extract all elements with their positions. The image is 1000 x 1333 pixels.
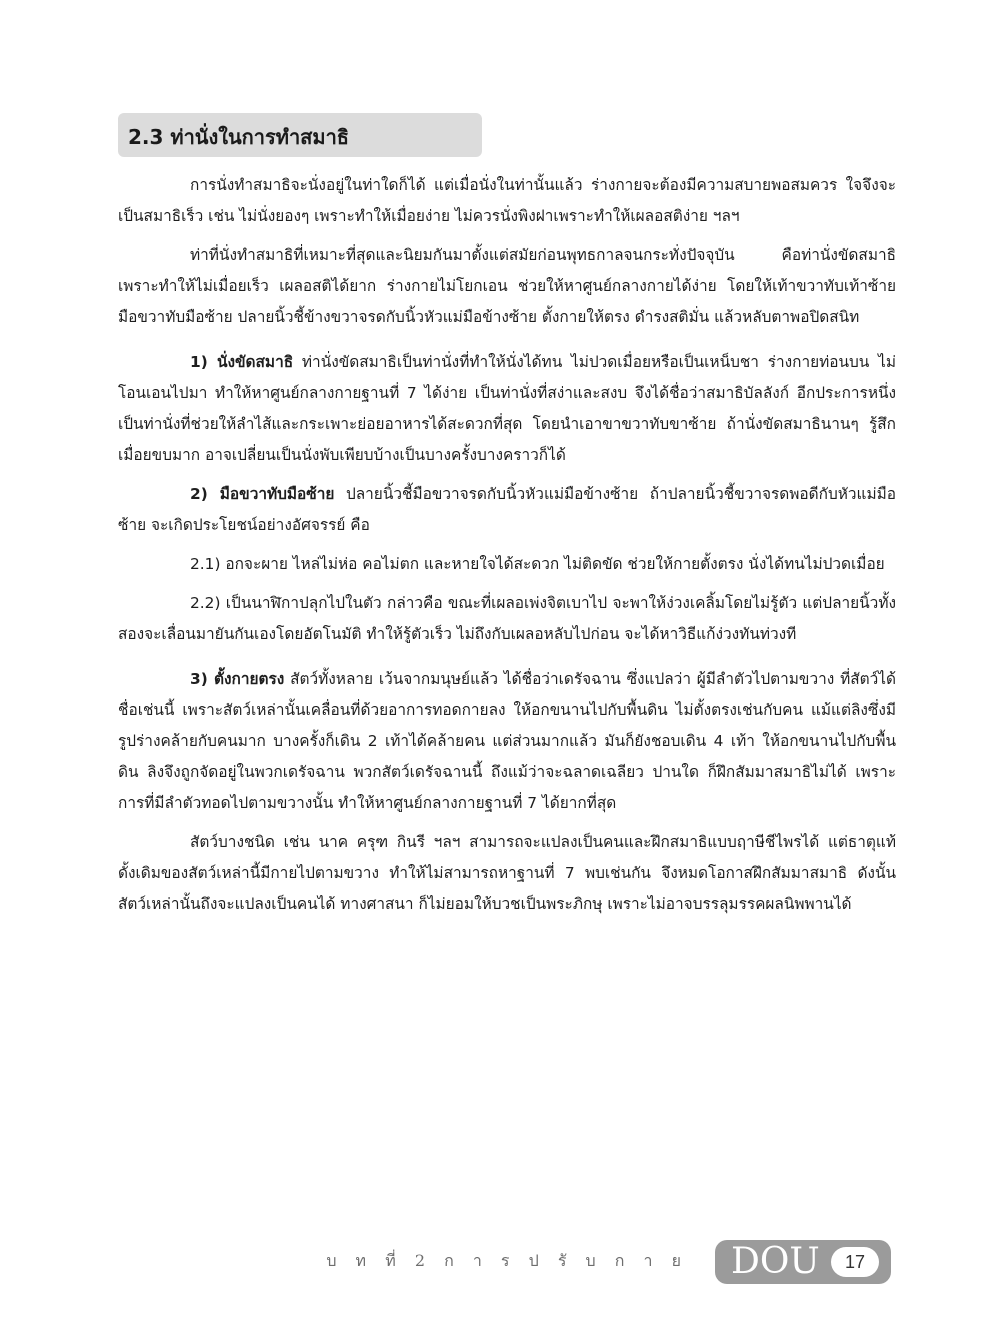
- item-1-text: ท่านั่งขัดสมาธิเป็นท่านั่งที่ทำให้นั่งได้ทน ไม่ปวดเมื่อยหรือเป็นเหน็บชา ร่างกายท่อนบน ไม่โอนเอนไปมา ทำให้หาศูนย์กลางกายฐานที่ 7 ได้ง่าย เป็นท่านั่งที่สง่าและสงบ จึงได้ชื่อว่าสมาธิบัลลังก์ อีกประการหนึ่งเป็นท่านั่งที่ช่วยให้ลำไส้และกระเพาะย่อยอาหารได้สะดวกที่สุด โดยนำเอาขาขวาทับขาซ้าย ถ้านั่งขัดสมาธินานๆ รู้สึกเมื่อยขบมาก อาจเปลี่ยนเป็นนั่งพับเพียบบ้างเป็นบางครั้งบางคราวก็ได้: [118, 353, 896, 464]
- paragraph-closing: สัตว์บางชนิด เช่น นาค ครุฑ กินรี ฯลฯ สามารถจะแปลงเป็นคนและฝึกสมาธิแบบฤาษีชีไพรได้ แต่ธาตุแท้ดั้งเดิมของสัตว์เหล่านี้มีกายไปตามขวาง ทำให้ไม่สามารถหาฐานที่ 7 พบเช่นกัน จึงหมดโอกาสฝึกสัมมาสมาธิ ดังนั้นสัตว์เหล่านั้นถึงจะแปลงเป็นคนได้ ทางศาสนา ก็ไม่ยอมให้บวชเป็นพระภิกษุ เพราะไม่อาจบรรลุมรรคผลนิพพานได้: [118, 833, 896, 913]
- section-title: 2.3 ท่านั่งในการทำสมาธิ: [128, 125, 350, 149]
- item-2-text: ปลายนิ้วชี้มือขวาจรดกับนิ้วหัวแม่มือข้างซ้าย ถ้าปลายนิ้วชี้ขวาจรดพอดีกับหัวแม่มือซ้าย จะเกิดประโยชน์อย่างอัศจรรย์ คือ: [118, 485, 896, 534]
- item-3-text: สัตว์ทั้งหลาย เว้นจากมนุษย์แล้ว ได้ชื่อว่าเดรัจฉาน ซึ่งแปลว่า ผู้มีลำตัวไปตามขวาง ที่สัตว์ได้ชื่อเช่นนี้ เพราะสัตว์เหล่านั้นเคลื่อนที่ด้วยอาการทอดกายลง ให้อกขนานไปกับพื้นดิน ไม่ตั้งตรงเช่นกับคน แม้แต่ลิงซึ่งมีรูปร่างคล้ายกับคนมาก บางครั้งก็เดิน 2 เท้าได้คล้ายคน แต่ส่วนมากแล้ว มันก็ยังชอบเดิน 4 เท้า ให้อกขนานไปกับพื้นดิน ลิงจึงถูกจัดอยู่ในพวกเดรัจฉาน พวกสัตว์เดรัจฉานนี้ ถึงแม้ว่าจะฉลาดเฉลียว ปานใด ก็ฝึกสัมมาสมาธิไม่ได้ เพราะการที่มีลำตัวทอดไปตามขวางนั้น ทำให้หาศูนย์กลางกายฐานที่ 7 ได้ยากที่สุด: [118, 670, 896, 812]
- paragraph-posture: ท่าที่นั่งทำสมาธิที่เหมาะที่สุดและนิยมกันมาตั้งแต่สมัยก่อนพุทธกาลจนกระทั่งปัจจุบัน คือท่านั่งขัดสมาธิ เพราะทำให้ไม่เมื่อยเร็ว เผลอสติได้ยาก ร่างกายไม่โยกเอน ช่วยให้หาศูนย์กลางกายได้ง่าย โดยให้เท้าขวาทับเท้าซ้าย มือขวาทับมือซ้าย ปลายนิ้วชี้ข้างขวาจรดกับนิ้วหัวแม่มือข้างซ้าย ตั้งกายให้ตรง ดำรงสติมั่น แล้วหลับตาพอปิดสนิท: [118, 246, 896, 326]
- paragraph-item-1: [118, 347, 896, 471]
- paragraph-intro: การนั่งทำสมาธิจะนั่งอยู่ในท่าใดก็ได้ แต่เมื่อนั่งในท่านั้นแล้ว ร่างกายจะต้องมีความสบายพอสมควร ใจจึงจะเป็นสมาธิเร็ว เช่น ไม่นั่งยองๆ เพราะทำให้เมื่อยง่าย ไม่ควรนั่งพิงฝาเพราะทำให้เผลอสติง่าย ฯลฯ: [118, 176, 896, 225]
- dou-logo: DOU: [731, 1241, 820, 1282]
- paragraph-item-2-2: 2.2) เป็นนาฬิกาปลุกไปในตัว กล่าวคือ ขณะที่เผลอเพ่งจิตเบาไป จะพาให้ง่วงเคลิ้มโดยไม่รู้ตัว แต่ปลายนิ้วทั้งสองจะเลื่อนมายันกันเองโดยอัตโนมัติ ทำให้รู้ตัวเร็ว ไม่ถึงกับเผลอหลับไปก่อน จะได้หาวิธีแก้ง่วงทันท่วงที: [118, 594, 896, 643]
- paragraph-item-2-1: 2.1) อกจะผาย ไหล่ไม่ห่อ คอไม่ตก และหายใจได้สะดวก ไม่ติดขัด ช่วยให้กายตั้งตรง นั่งได้ทนไม่ปวดเมื่อย: [190, 555, 885, 573]
- footer-chapter-title: บ ท ที่ 2 ก า ร ป รั บ ก า ย: [326, 1251, 688, 1270]
- page-number: 17: [831, 1247, 879, 1277]
- item-3-label: 3) ตั้งกายตรง: [190, 670, 285, 688]
- paragraph-item-3: [118, 664, 896, 819]
- body-text: [118, 170, 896, 928]
- paragraph-item-2: [118, 479, 896, 541]
- item-2-label: 2) มือขวาทับมือซ้าย: [190, 485, 335, 503]
- section-heading: [118, 113, 482, 157]
- footer-badge: [715, 1240, 891, 1284]
- item-1-label: 1) นั่งขัดสมาธิ: [190, 353, 294, 371]
